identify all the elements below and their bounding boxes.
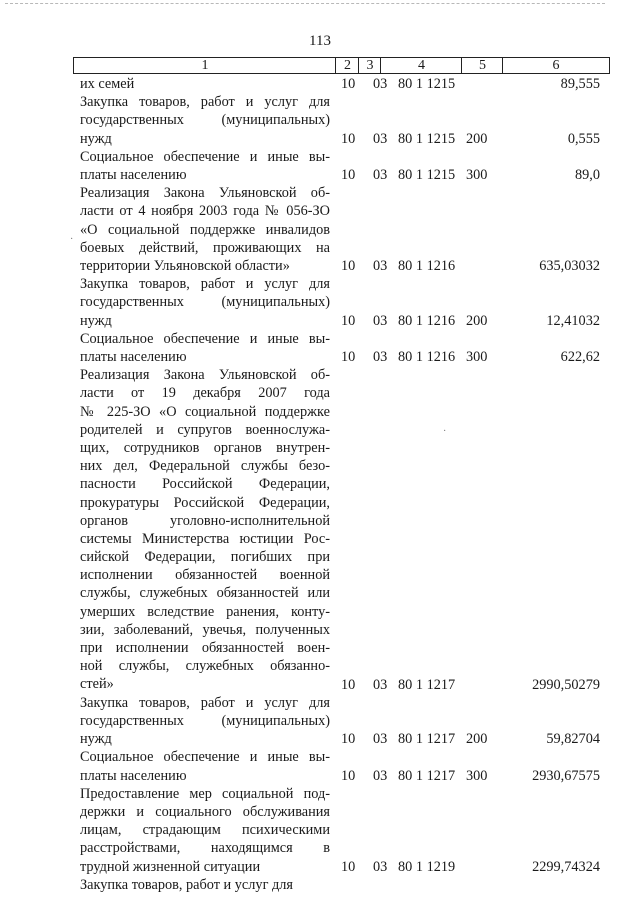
amount: 89,0 [574,166,600,183]
target-article-code: 80 1 1215 [398,76,456,92]
description-line: стей» [80,676,114,693]
description-line: держки и социального обслуживания [80,803,330,820]
subsection-code: 03 [373,676,388,693]
description-line: Закупка товаров, работ и услуг для [80,694,330,711]
description-line: ласти от 4 ноября 2003 года № 056-ЗО [80,203,330,220]
scan-top-edge [5,3,605,4]
description-line: исполнении обязанностей военной [80,567,330,584]
target-article-code: 80 1 1215 [398,166,456,183]
header-col-4: 4 [380,57,462,74]
description-line: территории Ульяновской области» [80,257,290,274]
description-line: государственных (муниципальных) [80,294,330,311]
description-line: Социальное обеспечение и иные вы- [80,749,330,766]
description-line: трудной жизненной ситуации [80,858,261,875]
description-line: них дел, Федеральной службы безо- [80,458,330,475]
subsection-code: 03 [373,731,388,748]
table-header-row [73,57,610,74]
subsection-code: 03 [373,166,388,183]
description-line: расстройствами, находящимся в [80,840,330,857]
expense-type-code: 300 [466,767,488,784]
target-article-code: 80 1 1219 [398,858,456,875]
description-line: ной службы, служебных обязанно- [80,658,330,675]
section-code: 10 [341,257,356,274]
description-line: № 225-ЗО «О социальной поддержке [80,403,330,420]
section-code: 10 [341,858,356,875]
target-article-code: 80 1 1215 [398,130,456,147]
section-code: 10 [341,731,356,748]
subsection-code: 03 [373,312,388,329]
target-article-code: 80 1 1216 [398,312,456,329]
description-line: боевых действий, проживающих на [80,239,330,256]
header-col-6: 6 [502,57,610,74]
row-values [0,767,640,785]
description-line: Реализация Закона Ульяновской об- [80,185,330,202]
amount: 89,555 [560,76,600,92]
description-line: Закупка товаров, работ и услуг для [80,276,330,293]
description-line: нужд [80,731,112,748]
expense-type-code: 300 [466,348,488,365]
section-code: 10 [341,767,356,784]
amount: 2299,74324 [532,858,600,875]
scan-speck: · [70,234,74,245]
subsection-code: 03 [373,767,388,784]
scan-speck: · [443,426,447,437]
description-line: нужд [80,130,112,147]
target-article-code: 80 1 1217 [398,731,456,748]
row-values [0,876,640,894]
description-line: государственных (муниципальных) [80,112,330,129]
amount: 12,41032 [546,312,600,329]
page-number: 113 [309,33,331,49]
expense-type-code: 300 [466,166,488,183]
subsection-code: 03 [373,257,388,274]
row-values [0,75,640,93]
section-code: 10 [341,166,356,183]
section-code: 10 [341,348,356,365]
description-line: прокуратуры Российской Федерации, [80,494,330,511]
description-line: родителей и супругов военнослужа- [80,421,330,438]
description-line: Предоставление мер социальной под- [80,785,330,802]
section-code: 10 [341,312,356,329]
description-line: «О социальной поддержке инвалидов [80,221,330,238]
description-line: сийской Федерации, погибших при [80,549,330,566]
target-article-code: 80 1 1217 [398,676,456,693]
expense-type-code: 200 [466,731,488,748]
description-line: государственных (муниципальных) [80,712,330,729]
target-article-code: 80 1 1216 [398,257,456,274]
header-col-3: 3 [358,57,381,74]
row-values [0,166,640,184]
expense-type-code: 200 [466,130,488,147]
section-code: 10 [341,76,356,92]
subsection-code: 03 [373,76,388,92]
amount: 2930,67575 [532,767,600,784]
description-line: службы, служебных обязанностей или [80,585,330,602]
description-line: Реализация Закона Ульяновской об- [80,367,330,384]
row-description [80,366,330,693]
section-code: 10 [341,676,356,693]
description-line: нужд [80,312,112,329]
expense-type-code: 200 [466,312,488,329]
target-article-code: 80 1 1216 [398,348,456,365]
header-col-1: 1 [73,57,336,74]
description-line: Социальное обеспечение и иные вы- [80,330,330,347]
header-col-2: 2 [335,57,359,74]
description-line: их семей [80,76,135,92]
description-line: платы населению [80,166,187,183]
subsection-code: 03 [373,348,388,365]
subsection-code: 03 [373,130,388,147]
row-values [0,348,640,366]
description-line: Социальное обеспечение и иные вы- [80,148,330,165]
description-line: зии, заболеваний, увечья, полученных [80,621,330,638]
amount: 0,555 [567,130,600,147]
amount: 635,03032 [539,257,600,274]
header-col-5: 5 [461,57,503,74]
row-values [0,130,640,148]
amount: 59,82704 [546,731,600,748]
description-line: щих, сотрудников органов внутрен- [80,439,330,456]
amount: 2990,50279 [532,676,600,693]
description-line: умерших вследствие ранения, конту- [80,603,330,620]
description-line: лицам, страдающим психическими [80,822,330,839]
description-line: органов уголовно-исполнительной [80,512,330,529]
description-line: Закупка товаров, работ и услуг для [80,94,330,111]
description-line: платы населению [80,767,187,784]
row-values [0,858,640,876]
section-code: 10 [341,130,356,147]
description-line: ласти от 19 декабря 2007 года [80,385,330,402]
row-values [0,257,640,275]
subsection-code: 03 [373,858,388,875]
target-article-code: 80 1 1217 [398,767,456,784]
amount: 622,62 [560,348,600,365]
description-line: пасности Российской Федерации, [80,476,330,493]
row-values [0,312,640,330]
row-values [0,676,640,694]
description-line: платы населению [80,348,187,365]
description-line: при исполнении обязанностей воен- [80,640,330,656]
description-line: Закупка товаров, работ и услуг для [80,876,293,893]
row-values [0,730,640,748]
description-line: системы Министерства юстиции Рос- [80,530,330,547]
